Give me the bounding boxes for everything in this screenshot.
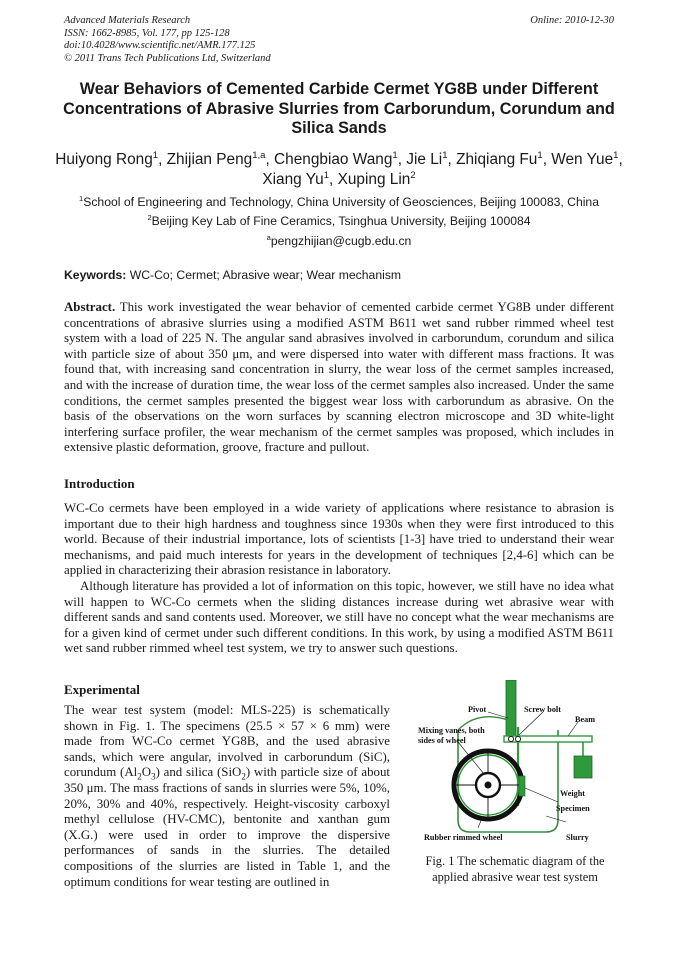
- screw-bolt-icon: [508, 736, 513, 741]
- affiliation-2: $^2$Beijing Key Lab of Fine Ceramics, Tsinghua University, Beijing 100084: [147, 212, 531, 228]
- screw-bolt-icon: [515, 736, 520, 741]
- author-list: Huiyong Rong$^1$, Zhijian Peng$^{1,a}$, Chengbiao Wang$^1$, Jie Li$^1$, Zhiqiang Fu$^1$, Wen Yue$^1$, Xiang Yu$^1$, Xuping Lin$^2$: [55, 149, 623, 188]
- label-weight: Weight: [560, 789, 586, 798]
- label-beam: Beam: [575, 715, 596, 724]
- introduction-paragraph-1: WC-Co cermets have been employed in a wide variety of applications where resistance to abrasion is important due to their high hardness and toughness since 1930s when they were first introduced to this world. Because of their industrial importance, lots of scientists [1-3] have tried to understand their wear mechanisms, and paid much interests for years in the development of techniques [2,4-6] which can be applied in characterizing their abrasion resistance in laboratory.: [64, 501, 614, 578]
- online-date: Online: 2010-12-30: [530, 15, 614, 26]
- wheel-axle: [485, 782, 492, 789]
- keywords: [64, 268, 624, 282]
- label-screw-bolt: Screw bolt: [524, 705, 561, 714]
- author: Chengbiao Wang$^1$: [274, 149, 398, 168]
- corresponding-email: $^a$pengzhijian@cugb.edu.cn: [266, 232, 412, 248]
- author: Xuping Lin$^2$: [337, 169, 416, 188]
- specimen-leader: [525, 788, 558, 802]
- introduction-paragraph-2: Although literature has provided a lot of information on this topic, however, we still have no idea what will happen to WC-Co cermets when the sliding distances increase during wet abrasive wear with different sands and sand contents used. Moreover, we still have no concept what the wear mechanisms are for a given kind of cermet under such different conditions. In this work, by using a modified ASTM B611 wet sand rubber rimmed wheel test system, we try to answer such questions.: [64, 579, 614, 656]
- issn: ISSN: 1662-8985, Vol. 177, pp 125-128: [64, 27, 230, 39]
- wear-test-system-diagram: [418, 680, 618, 850]
- label-rubber-wheel: Rubber rimmed wheel: [424, 833, 503, 842]
- introduction-heading: Introduction: [64, 476, 135, 491]
- label-mixing-vanes: Mixing vanes, both: [418, 726, 485, 735]
- journal-name: Advanced Materials Research: [64, 15, 191, 26]
- keywords-text: WC-Co; Cermet; Abrasive wear; Wear mechanism: [129, 268, 402, 282]
- beam-leader: [568, 722, 578, 736]
- author: Xiang Yu$^1$: [262, 169, 330, 188]
- author: Zhiqiang Fu$^1$: [456, 149, 543, 168]
- label-pivot: Pivot: [468, 705, 487, 714]
- paper-title: Wear Behaviors of Cemented Carbide Cermet YG8B under Different Concentrations of Abrasive Slurries from Carborundum, Corundum and Silica Sands: [63, 80, 615, 137]
- keywords-label: Keywords:: [64, 268, 127, 282]
- affiliation-1: $^1$School of Engineering and Technology, China University of Geosciences, Beijing 100083, China: [78, 193, 599, 209]
- author: Jie Li$^1$: [406, 149, 448, 168]
- label-slurry: Slurry: [566, 833, 589, 842]
- abstract-text: This work investigated the wear behavior of cemented carbide cermet YG8B under different concentrations of abrasive slurries using a modified ASTM B611 wet sand rubber rimmed wheel test system with a load of 225 N. The angular sand abrasives involved in carborundum, corundum and silica with particle size of about 350 μm, and were dispersed into water with different mass fractions. It was found that, with increasing sand concentration in slurry, the wear loss of the cermet samples increased, and with the increase of duration time, the wear loss of the cermet samples also increased. Under the same conditions, the cermet samples presented the biggest wear loss with carborundum as abrasive. On the basis of the observations on the worn surfaces by scanning electron microscope and 3D white-light interfering surface profiler, the wear mechanism of the cermet samples was proposed, which includes in extensive plastic deformation, groove, fracture and pullout.: [64, 300, 614, 455]
- slurry-leader: [546, 816, 566, 822]
- author: Zhijian Peng$^{1,a}$: [166, 149, 266, 168]
- running-header: [64, 15, 271, 65]
- screw-bolt-leader: [519, 712, 543, 735]
- abstract: [64, 300, 614, 456]
- figure-caption: Fig. 1 The schematic diagram of the applied abrasive wear test system: [425, 854, 605, 884]
- label-specimen: Specimen: [556, 804, 590, 813]
- pivot-post: [506, 680, 516, 742]
- experimental-heading: Experimental: [64, 682, 140, 697]
- weight: [574, 756, 592, 778]
- copyright: © 2011 Trans Tech Publications Ltd, Switzerland: [64, 52, 271, 64]
- specimen: [519, 776, 525, 796]
- author: Wen Yue$^1$: [551, 149, 619, 168]
- label-mixing-vanes-2: sides of wheel: [418, 736, 466, 745]
- experimental-paragraph: The wear test system (model: MLS-225) is schematically shown in Fig. 1. The specimens (25.5 × 57 × 6 mm) were made from WC-Co cermet YG8B, and the used abrasive sands, which were angular, involved in carborundum (SiC), corundum $(Al_2O_3)$ and silica (SiO$_2$) with particle size of about 350 μm. The mass fractions of sands in slurries were 5%, 10%, 20%, 30% and 40%, respectively. Height-viscosity carboxyl methyl cellulose (HV-CMC), bentonite and xanthan gum (X.G.) were used in order to improve the dispersive performances of sands in the slurries. The detailed compositions of the slurries are listed in Table 1, and the optimum conditions for wear testing are outlined in: [64, 703, 390, 889]
- abstract-label: Abstract.: [64, 300, 116, 314]
- doi: doi:10.4028/www.scientific.net/AMR.177.125: [64, 40, 256, 51]
- author: Huiyong Rong$^1$: [55, 149, 159, 168]
